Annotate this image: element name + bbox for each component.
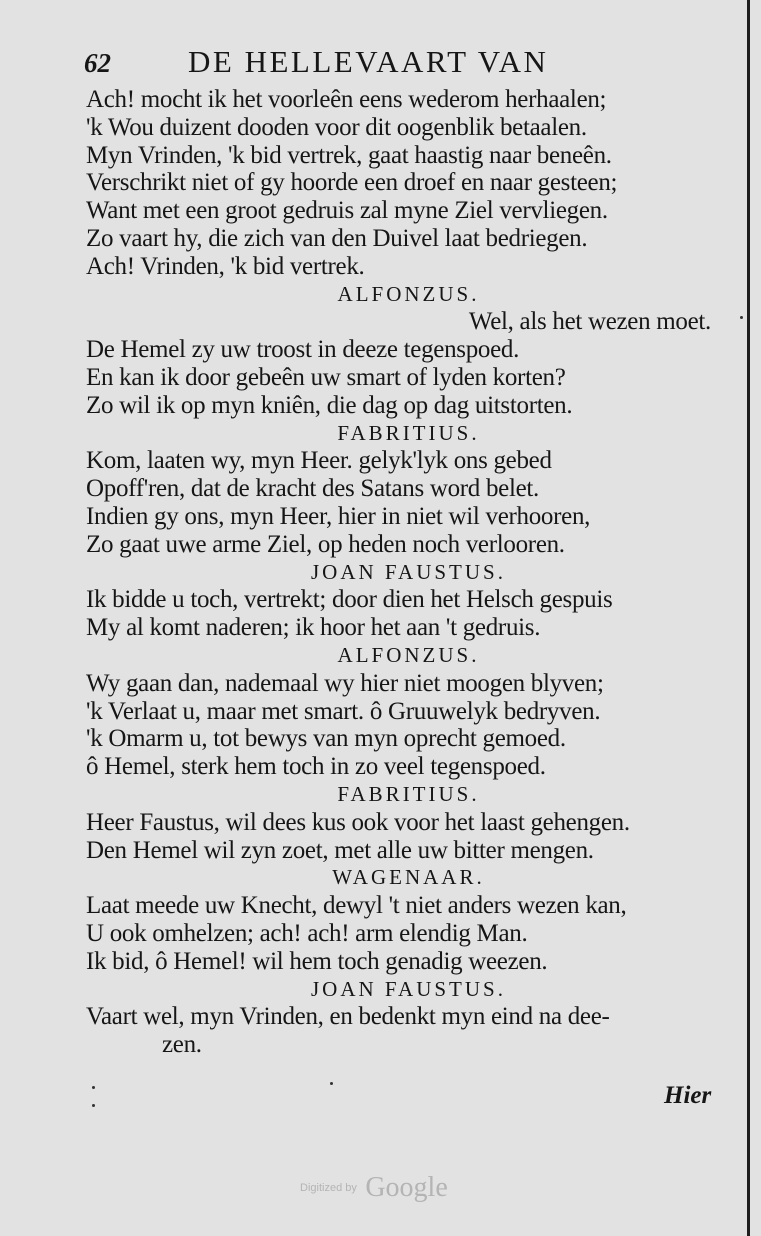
page-number: 62 (84, 48, 111, 78)
verse-line: Want met een groot gedruis zal myne Ziel vervliegen. (86, 197, 608, 225)
play-text (86, 86, 731, 1059)
google-logo: Google (365, 1172, 448, 1203)
verse-line: ô Hemel, sterk hem toch in zo veel tegenspoed. (86, 753, 546, 781)
verse-line: Laat meede uw Knecht, dewyl 't niet anders wezen kan, (86, 892, 627, 920)
verse-line: Ach! Vrinden, 'k bid vertrek. (86, 252, 365, 280)
speaker-name: ALFONZUS. (337, 642, 480, 667)
ink-speck (740, 316, 743, 319)
verse-line: Myn Vrinden, 'k bid vertrek, gaat haastig naar beneên. (86, 141, 612, 169)
verse-line: En kan ik door gebeên uw smart of lyden korten? (86, 363, 566, 391)
speaker-name: JOAN FAUSTUS. (311, 976, 506, 1001)
verse-line: Zo wil ik op myn kniên, die dag op dag uitstorten. (86, 391, 573, 419)
page-edge-line (747, 0, 750, 1236)
page-header (84, 44, 644, 80)
verse-line: Heer Faustus, wil dees kus ook voor het laast gehengen. (86, 808, 630, 836)
speaker-name: ALFONZUS. (337, 281, 480, 306)
verse-line: Ach! mocht ik het voorleên eens wederom herhaalen; (86, 86, 607, 113)
verse-line: Vaart wel, myn Vrinden, en bedenkt myn eind na dee- (86, 1003, 610, 1031)
running-title: DE HELLEVAART VAN (188, 44, 549, 79)
verse-line: Verschrikt niet of gy hoorde een droef en naar gesteen; (86, 169, 618, 197)
watermark-prefix: Digitized by (300, 1182, 357, 1194)
verse-line: 'k Omarm u, tot bewys van myn oprecht gemoed. (86, 725, 566, 753)
ink-speck (330, 1082, 333, 1085)
ink-speck (92, 1104, 95, 1107)
speaker-name: JOAN FAUSTUS. (311, 559, 506, 584)
verse-line: My al komt naderen; ik hoor het aan 't gedruis. (86, 614, 541, 642)
verse-line: Zo vaart hy, die zich van den Duivel laat bedriegen. (86, 224, 588, 252)
verse-line: Kom, laaten wy, myn Heer. gelyk'lyk ons gebed (86, 447, 552, 475)
verse-line: Opoff'ren, dat de kracht des Satans word belet. (86, 475, 539, 503)
verse-line: U ook omhelzen; ach! ach! arm elendig Man. (86, 919, 528, 947)
speaker-name: WAGENAAR. (332, 865, 485, 890)
digitized-by-google-watermark (300, 1172, 448, 1204)
speaker-name: FABRITIUS. (337, 420, 480, 445)
ink-speck (92, 1086, 95, 1089)
verse-line: Ik bidde u toch, vertrekt; door dien het Helsch gespuis (86, 586, 613, 614)
verse-line: Ik bid, ô Hemel! wil hem toch genadig weezen. (86, 947, 548, 975)
speaker-name: FABRITIUS. (337, 781, 480, 806)
verse-line: 'k Wou duizent dooden voor dit oogenblik betaalen. (86, 113, 587, 141)
verse-line: 'k Verlaat u, maar met smart. ô Gruuwelyk bedryven. (86, 697, 601, 725)
catchword: Hier (664, 1082, 712, 1109)
verse-line: Zo gaat uwe arme Ziel, op heden noch verlooren. (86, 530, 565, 558)
verse-line: Den Hemel wil zyn zoet, met alle uw bitter mengen. (86, 836, 594, 864)
verse-line: Indien gy ons, myn Heer, hier in niet wil verhooren, (86, 502, 591, 530)
verse-line: Wel, als het wezen moet. (468, 308, 711, 336)
verse-line: De Hemel zy uw troost in deeze tegenspoed. (86, 336, 520, 364)
verse-line: Wy gaan dan, nademaal wy hier niet moogen blyven; (86, 669, 604, 697)
verse-line: zen. (162, 1031, 202, 1059)
